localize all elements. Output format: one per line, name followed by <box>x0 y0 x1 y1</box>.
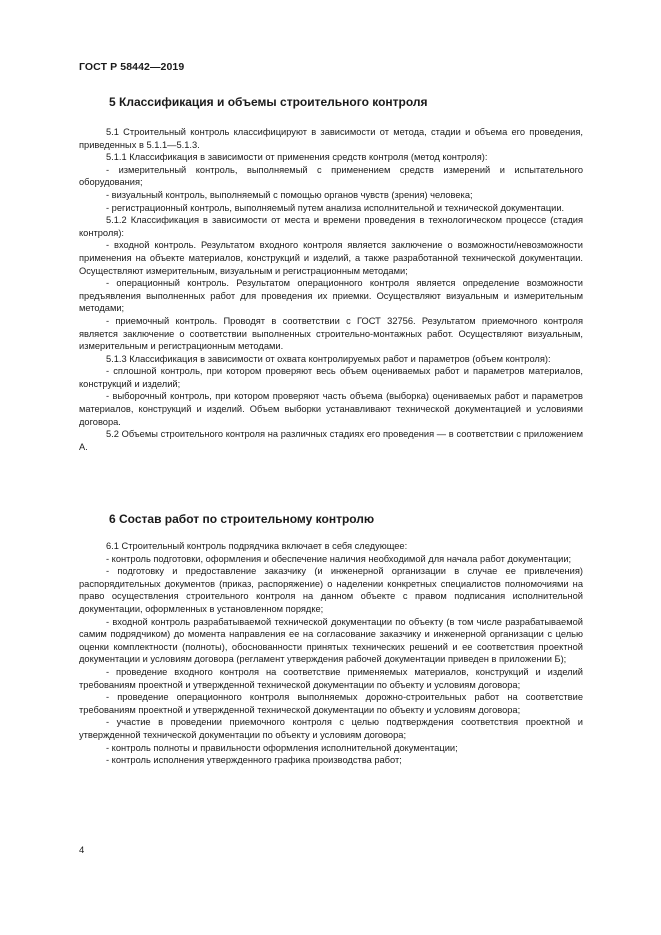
paragraph: 5.1.2 Классификация в зависимости от места и времени проведения в технологическом процессе (стадия контроля): <box>79 215 583 238</box>
page-number: 4 <box>79 845 85 856</box>
list-item: - приемочный контроль. Проводят в соответствии с ГОСТ 32756. Результатом приемочного контроля является заключение о соответствии выполненных строительно-монтажных работ. Осуществляют визуальным, измерительным и регистрационным методами. <box>79 315 583 352</box>
list-item: - регистрационный контроль, выполняемый путем анализа исполнительной и технической документации. <box>106 202 565 213</box>
document-header: ГОСТ Р 58442—2019 <box>79 61 185 73</box>
list-item: - проведение операционного контроля выполняемых дорожно-строительных работ на соответствие требованиям проектной и утвержденной технической документации по объекту и условиям договора; <box>79 692 583 715</box>
list-item: - участие в проведении приемочного контроля с целью подтверждения соответствия проектной и утвержденной технической документации по объекту и условиям договора; <box>79 717 583 740</box>
paragraph: 5.1.3 Классификация в зависимости от охвата контролируемых работ и параметров (объем контроля): <box>106 353 551 364</box>
section-5 <box>79 95 583 453</box>
list-item: - операционный контроль. Результатом операционного контроля является определение возможности предъявления выполненных работ для проведения их приемки. Осуществляют визуальным и измерительным методами; <box>79 278 583 314</box>
list-item: - контроль подготовки, оформления и обеспечение наличия необходимой для начала работ документации; <box>106 553 572 564</box>
section-5-title: 5 Классификация и объемы строительного контроля <box>109 95 428 109</box>
paragraph: 5.2 Объемы строительного контроля на различных стадиях его проведения — в соответствии с приложением А. <box>79 429 583 452</box>
list-item: - проведение входного контроля на соответствие применяемых материалов, конструкций и изделий требованиям проектной и утвержденной технической документации по объекту и условиям договора; <box>79 666 583 690</box>
paragraph: 5.1.1 Классификация в зависимости от применения средств контроля (метод контроля): <box>106 152 488 163</box>
list-item: - визуальный контроль, выполняемый с помощью органов чувств (зрения) человека; <box>106 189 473 200</box>
section-6-title: 6 Состав работ по строительному контролю <box>109 512 375 526</box>
list-item: - подготовку и предоставление заказчику (и инженерной организации в случае ее привлечения) распорядительных документов (приказ, распоряжение) о наделении конкретных специалистов полномочиями на право осуществления строительного контроля на данном объекте с правом подписания исполнительной документации, оформленных в установленном порядке; <box>79 566 583 614</box>
paragraph: 5.1 Строительный контроль классифицируют в зависимости от метода, стадии и объема его проведения, приведенных в 5.1.1—5.1.3. <box>79 127 583 150</box>
list-item: - контроль полноты и правильности оформления исполнительной документации; <box>106 742 458 753</box>
list-item: - выборочный контроль, при котором проверяют часть объема (выборка) оцениваемых работ и параметров материалов, конструкций и изделий. Объем выборки устанавливают технической документацией и условиями договора. <box>79 391 583 427</box>
list-item: - входной контроль. Результатом входного контроля является заключение о возможности/невозможности применения на объекте материалов, конструкций и изделий, а также разработанной технической документации. Осуществляют измерительным, визуальным и регистрационным методами; <box>79 240 583 276</box>
paragraph: 6.1 Строительный контроль подрядчика включает в себя следующее: <box>106 541 408 551</box>
list-item: - сплошной контроль, при котором проверяют весь объем оцениваемых работ и параметров материалов, конструкций и изделий; <box>79 366 583 389</box>
list-item: - входной контроль разрабатываемой технической документации по объекту (в том числе разрабатываемой самим подрядчиком) до момента направления ее на согласование заказчику и инженерной организации с целью оценки комплектности (полноты), обоснованности принятых технических решений и ее соответствия проектной документации и условиям договора (регламент утверждения рабочей документации приведен в приложении Б); <box>79 616 583 665</box>
section-6 <box>79 512 583 767</box>
list-item: - измерительный контроль, выполняемый с применением средств измерений и испытательного оборудования; <box>79 164 583 188</box>
list-item: - контроль исполнения утвержденного графика производства работ; <box>106 755 402 766</box>
